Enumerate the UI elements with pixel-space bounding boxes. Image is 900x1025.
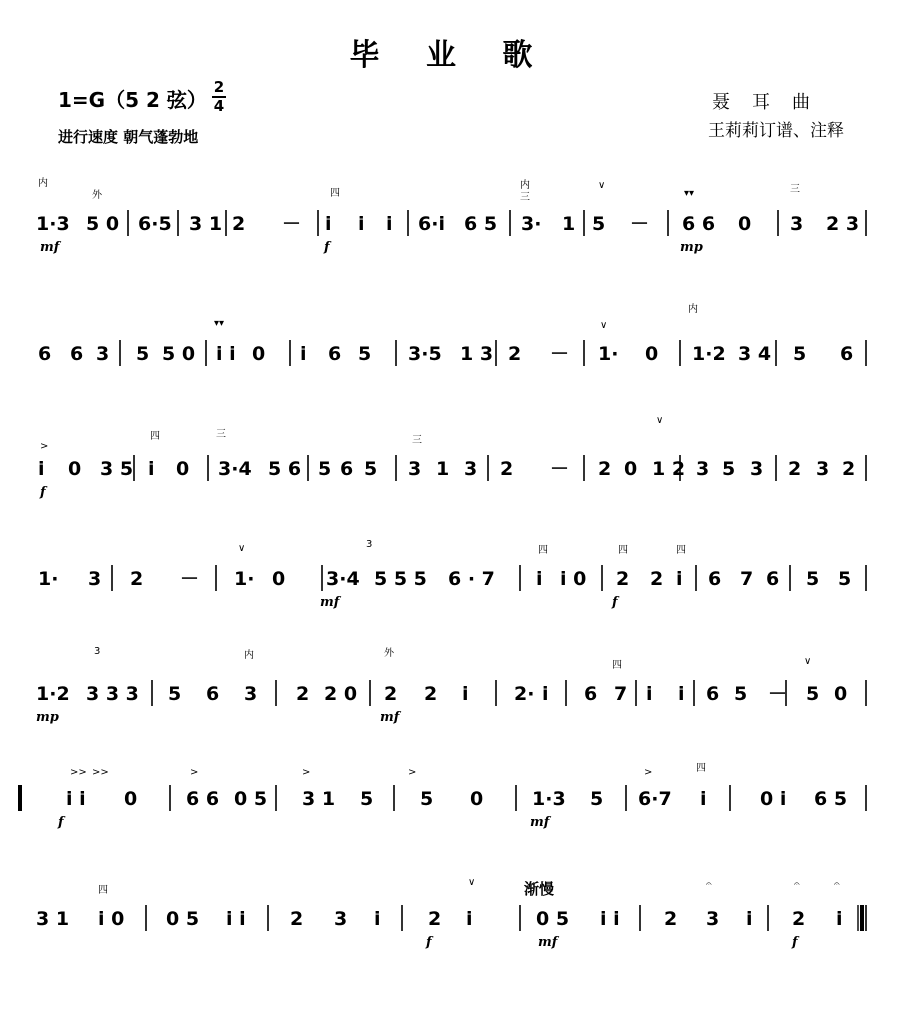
note-token: 3·4 — [218, 458, 252, 480]
dynamic-marking: mf — [380, 710, 400, 725]
note-token: 3 5 — [100, 458, 134, 480]
system-1 — [0, 178, 900, 255]
note-token: 5 — [364, 458, 378, 480]
note-token: 5 — [136, 343, 150, 365]
note-token: i — [462, 683, 469, 705]
performance-mark: 四 — [612, 660, 622, 671]
performance-mark: > — [644, 767, 653, 778]
note-token: － — [550, 343, 570, 365]
note-token: i i — [66, 788, 86, 810]
performance-mark: 三 — [216, 429, 226, 440]
note-token: 2 — [788, 458, 802, 480]
note-token: 2 — [508, 343, 522, 365]
note-token: i — [542, 683, 549, 705]
performance-mark: 四 — [98, 885, 108, 896]
note-token: 1 2 — [652, 458, 686, 480]
note-token: 1· — [234, 568, 255, 590]
note-token: 5 6 — [268, 458, 302, 480]
performance-mark: 四 — [538, 545, 548, 556]
performance-mark: 内 — [688, 304, 698, 315]
system-4 — [0, 539, 900, 610]
note-token: 3 — [696, 458, 710, 480]
note-token: 6·7 — [638, 788, 672, 810]
note-token: 3 — [88, 568, 102, 590]
performance-mark: 𝄐 — [794, 879, 800, 890]
note-token: 2 — [290, 908, 304, 930]
note-token: 6 — [206, 683, 220, 705]
note-token: i — [466, 908, 473, 930]
note-token: 1 — [562, 213, 576, 235]
note-token: － — [768, 683, 788, 705]
note-token: i i — [600, 908, 620, 930]
composer-credit: 聂耳曲 — [712, 92, 832, 113]
note-token: 0 5 — [536, 908, 570, 930]
note-token: 5 0 — [86, 213, 120, 235]
performance-mark: 外 — [92, 190, 102, 201]
note-token: 1 3 — [460, 343, 494, 365]
performance-mark: 三 — [412, 435, 422, 446]
dynamic-marking: f — [324, 240, 330, 255]
note-token: 3· — [521, 213, 542, 235]
note-token: 7 — [740, 568, 754, 590]
performance-mark: 内 — [244, 650, 254, 661]
note-token: － — [630, 213, 650, 235]
note-token: 0 — [272, 568, 286, 590]
performance-mark: 𝄐 — [834, 879, 840, 890]
note-token: 5 — [806, 568, 820, 590]
note-token: 0 — [834, 683, 848, 705]
note-token: 1· — [38, 568, 59, 590]
note-token: 2 0 — [324, 683, 358, 705]
note-token: － — [180, 568, 200, 590]
note-token: 2 — [842, 458, 856, 480]
performance-mark: ▾▾ — [684, 188, 695, 199]
note-token: 6 — [70, 343, 84, 365]
note-token: 3 — [816, 458, 830, 480]
system-5 — [0, 646, 900, 725]
note-token: 6 — [328, 343, 342, 365]
note-token: 6 6 — [682, 213, 716, 235]
performance-mark: 𝄐 — [706, 879, 712, 890]
note-token: 0 5 — [166, 908, 200, 930]
note-token: i — [374, 908, 381, 930]
note-token: 1·2 — [36, 683, 70, 705]
note-token: i — [678, 683, 685, 705]
note-token: － — [282, 213, 302, 235]
note-token: 0 — [124, 788, 138, 810]
dynamic-marking: mf — [320, 595, 340, 610]
note-token: 0 — [738, 213, 752, 235]
note-token: 6 — [38, 343, 52, 365]
note-token: 3 — [790, 213, 804, 235]
note-token: 2 — [598, 458, 612, 480]
note-token: i — [646, 683, 653, 705]
note-token: 6 — [706, 683, 720, 705]
note-token: 6 · 7 — [448, 568, 495, 590]
note-token: － — [550, 458, 570, 480]
performance-mark: ∨ — [804, 656, 812, 667]
dynamic-marking: f — [792, 935, 798, 950]
note-token: 7 — [614, 683, 628, 705]
performance-mark: 三 — [790, 184, 800, 195]
note-token: 5 — [722, 458, 736, 480]
note-token: 6 — [840, 343, 854, 365]
system-3 — [0, 415, 900, 500]
performance-mark: > — [302, 767, 311, 778]
performance-mark: 3 — [366, 539, 373, 550]
dynamic-marking: f — [426, 935, 432, 950]
note-token: i — [676, 568, 683, 590]
performance-mark: 3 — [94, 646, 101, 657]
dynamic-marking: mf — [538, 935, 558, 950]
note-token: 2 3 — [826, 213, 860, 235]
note-token: 3 — [750, 458, 764, 480]
key-signature: 1=G（5 2 弦） — [58, 88, 207, 112]
note-token: 3 3 3 — [86, 683, 139, 705]
performance-mark: ▾▾ — [214, 318, 225, 329]
note-token: 0 — [624, 458, 638, 480]
note-token: 5 — [793, 343, 807, 365]
note-token: 2 — [500, 458, 514, 480]
note-token: 3 4 — [738, 343, 772, 365]
dynamic-marking: mp — [680, 240, 703, 255]
note-token: 0 — [176, 458, 190, 480]
note-token: i — [148, 458, 155, 480]
note-token: 3 — [408, 458, 422, 480]
note-token: 2 — [616, 568, 630, 590]
dynamic-marking: mf — [530, 815, 550, 830]
performance-mark: ∨ — [238, 543, 246, 554]
dynamic-marking: f — [58, 815, 64, 830]
system-lines — [0, 905, 900, 945]
score-title: 毕 业 歌 — [349, 38, 551, 73]
note-token: i i — [216, 343, 236, 365]
performance-mark: 内 — [520, 180, 530, 191]
note-token: 0 — [68, 458, 82, 480]
note-token: i — [700, 788, 707, 810]
performance-mark: 四 — [330, 188, 340, 199]
system-lines — [0, 210, 900, 250]
dynamic-marking: f — [612, 595, 618, 610]
note-token: i — [325, 213, 332, 235]
note-token: 3·4 — [326, 568, 360, 590]
note-token: 1 — [436, 458, 450, 480]
note-token: 5 — [168, 683, 182, 705]
note-token: 1·2 — [692, 343, 726, 365]
note-token: i — [836, 908, 843, 930]
note-token: i — [358, 213, 365, 235]
note-token: 5 5 5 — [374, 568, 427, 590]
performance-mark: ∨ — [598, 180, 606, 191]
note-token: 0 — [470, 788, 484, 810]
performance-mark: > — [408, 767, 417, 778]
note-token: i — [300, 343, 307, 365]
performance-mark: ∨ — [600, 320, 608, 331]
tempo-change-marking: 渐慢 — [524, 880, 555, 898]
performance-mark: 内 — [38, 178, 48, 189]
note-token: 5 0 — [162, 343, 196, 365]
note-token: 5 — [838, 568, 852, 590]
note-token: 1·3 — [36, 213, 70, 235]
system-lines — [0, 455, 900, 495]
performance-mark: 外 — [384, 648, 394, 659]
note-token: 1· — [598, 343, 619, 365]
note-token: 3 — [706, 908, 720, 930]
note-token: i — [536, 568, 543, 590]
note-token: 2 — [650, 568, 664, 590]
note-token: 3 — [464, 458, 478, 480]
note-token: 5 — [734, 683, 748, 705]
note-token: 6 — [584, 683, 598, 705]
note-token: 2 — [384, 683, 398, 705]
note-token: 0 — [252, 343, 266, 365]
performance-mark: > — [190, 767, 199, 778]
performance-mark: > — [40, 441, 49, 452]
note-token: 3·5 — [408, 343, 442, 365]
note-token: i — [386, 213, 393, 235]
system-2 — [0, 304, 900, 380]
note-token: 1·3 — [532, 788, 566, 810]
note-token: 6 5 — [464, 213, 498, 235]
performance-mark: 三 — [520, 192, 530, 203]
note-token: i 0 — [98, 908, 125, 930]
note-token: 5 — [420, 788, 434, 810]
note-token: 6 — [708, 568, 722, 590]
note-token: 3 — [244, 683, 258, 705]
performance-mark: >> — [92, 767, 109, 778]
note-token: 2 — [232, 213, 246, 235]
note-token: 0 — [645, 343, 659, 365]
performance-mark: ∨ — [468, 877, 476, 888]
note-token: i 0 — [560, 568, 587, 590]
note-token: 5 — [318, 458, 332, 480]
note-token: 3 — [334, 908, 348, 930]
note-token: 5 — [358, 343, 372, 365]
note-token: 6·i — [418, 213, 445, 235]
performance-mark: 四 — [676, 545, 686, 556]
note-token: 0 5 — [234, 788, 268, 810]
time-signature: 2 4 — [213, 78, 225, 115]
note-token: 2 — [296, 683, 310, 705]
performance-mark: 四 — [618, 545, 628, 556]
performance-mark: 四 — [150, 431, 160, 442]
performance-mark: >> — [70, 767, 87, 778]
note-token: i i — [226, 908, 246, 930]
note-token: 2 — [428, 908, 442, 930]
system-6 — [0, 763, 900, 830]
note-token: 3 1 — [302, 788, 336, 810]
note-token: 6 5 — [814, 788, 848, 810]
note-token: 5 — [806, 683, 820, 705]
note-token: 6 — [766, 568, 780, 590]
note-token: 6 — [340, 458, 354, 480]
arranger-credit: 王莉莉订谱、注释 — [708, 121, 844, 141]
performance-mark: 四 — [696, 763, 706, 774]
note-token: 6·5 — [138, 213, 172, 235]
note-token: 2 — [130, 568, 144, 590]
tempo-marking: 进行速度 朝气蓬勃地 — [58, 128, 199, 146]
note-token: 3 — [96, 343, 110, 365]
note-token: 0 i — [760, 788, 787, 810]
note-token: 5 — [360, 788, 374, 810]
dynamic-marking: f — [40, 485, 46, 500]
note-token: i — [38, 458, 45, 480]
dynamic-marking: mp — [36, 710, 59, 725]
note-token: 2· — [514, 683, 535, 705]
note-token: i — [746, 908, 753, 930]
note-token: 3 1 — [189, 213, 223, 235]
note-token: 3 1 — [36, 908, 70, 930]
performance-mark: ∨ — [656, 415, 664, 426]
note-token: 2 — [792, 908, 806, 930]
note-token: 2 — [664, 908, 678, 930]
note-token: 2 — [424, 683, 438, 705]
note-token: 5 — [590, 788, 604, 810]
dynamic-marking: mf — [40, 240, 60, 255]
note-token: 5 — [592, 213, 606, 235]
note-token: 6 6 — [186, 788, 220, 810]
